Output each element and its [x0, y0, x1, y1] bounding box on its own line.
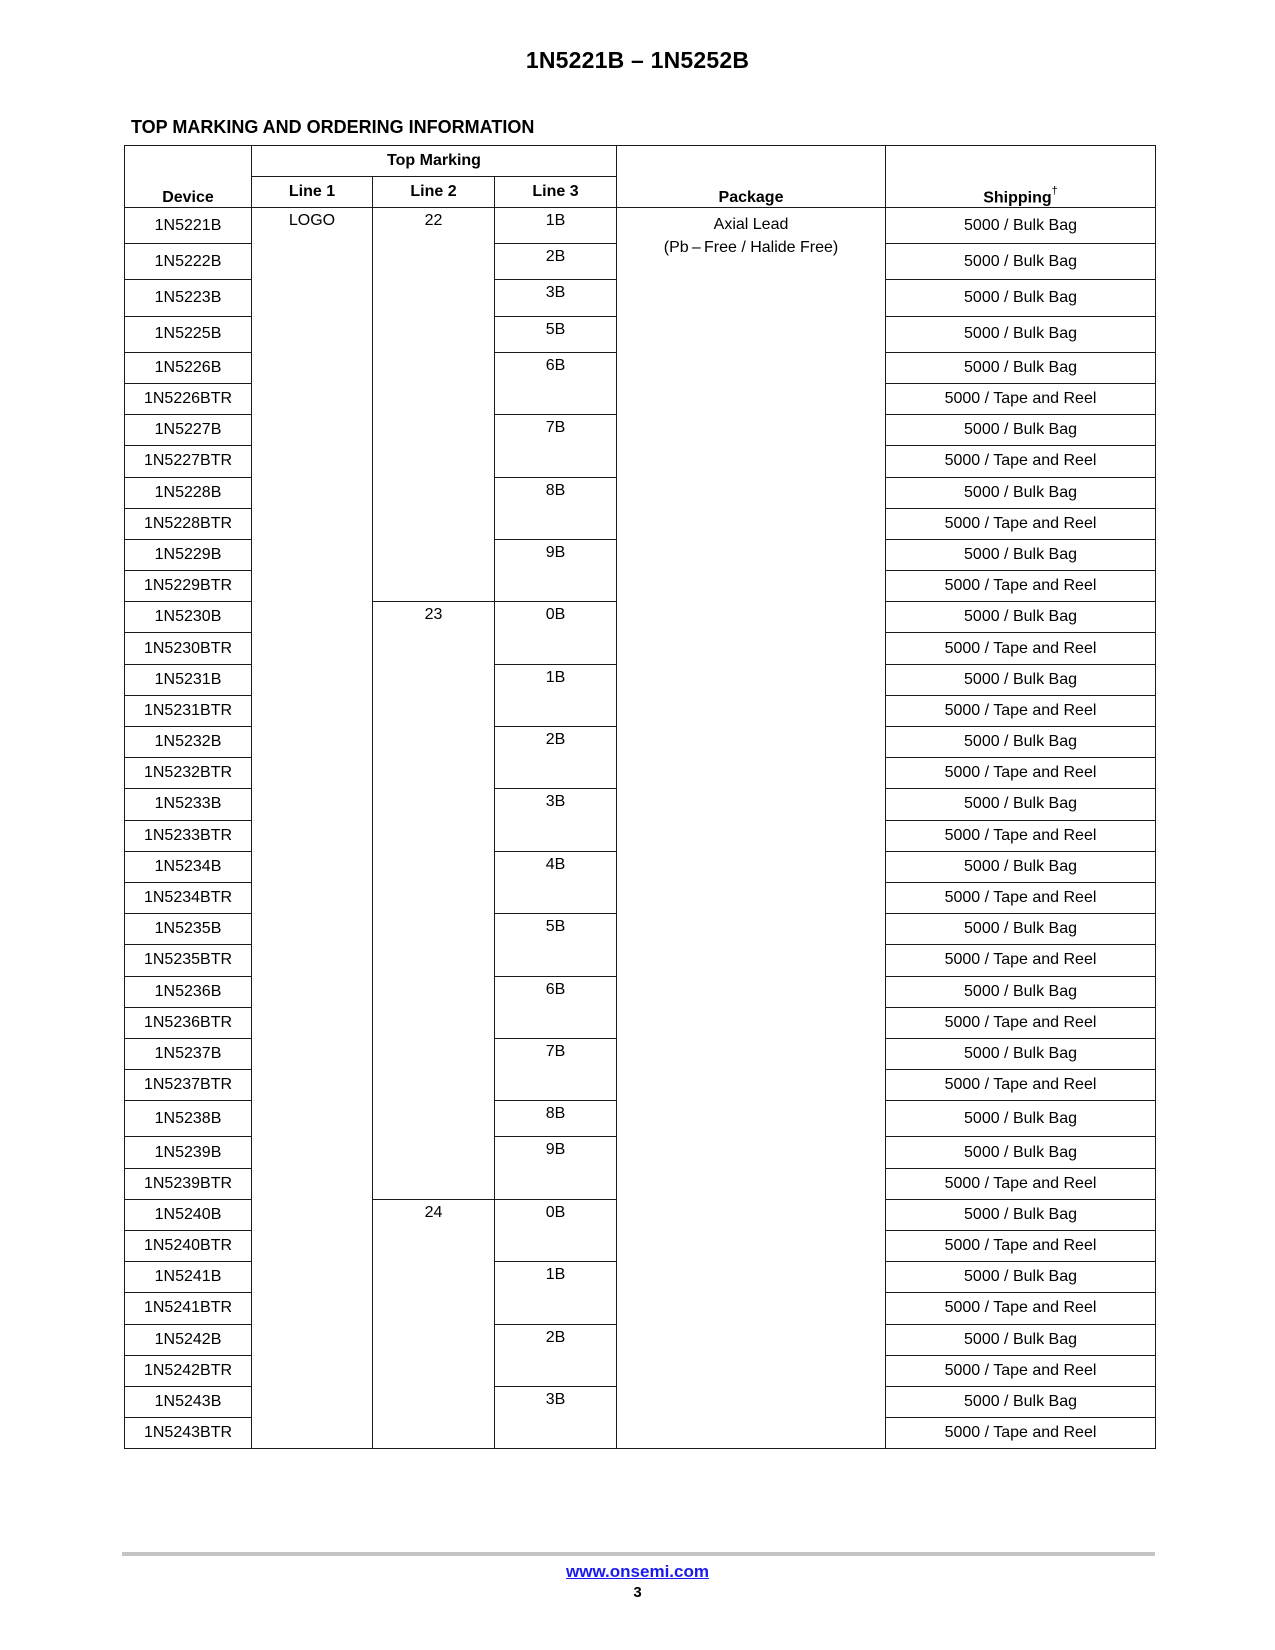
footer-website-link[interactable]: www.onsemi.com [566, 1562, 709, 1581]
shipping-cell: 5000 / Tape and Reel [886, 383, 1156, 414]
device-cell: 1N5240BTR [125, 1231, 252, 1262]
header-package: Package [617, 146, 886, 208]
device-cell: 1N5234B [125, 851, 252, 882]
shipping-cell: 5000 / Bulk Bag [886, 789, 1156, 820]
shipping-cell: 5000 / Tape and Reel [886, 1007, 1156, 1038]
device-cell: 1N5227B [125, 415, 252, 446]
device-cell: 1N5238B [125, 1101, 252, 1137]
line3-cell: 6B [495, 976, 617, 1038]
shipping-cell: 5000 / Tape and Reel [886, 695, 1156, 726]
device-cell: 1N5228B [125, 477, 252, 508]
shipping-cell: 5000 / Bulk Bag [886, 664, 1156, 695]
shipping-cell: 5000 / Tape and Reel [886, 1355, 1156, 1386]
table-row [125, 208, 1156, 244]
line3-cell: 2B [495, 727, 617, 789]
package-cell [617, 208, 886, 1449]
device-cell: 1N5233BTR [125, 820, 252, 851]
shipping-cell: 5000 / Bulk Bag [886, 316, 1156, 352]
shipping-cell: 5000 / Bulk Bag [886, 1101, 1156, 1137]
line3-cell: 3B [495, 1386, 617, 1448]
device-cell: 1N5222B [125, 244, 252, 280]
device-cell: 1N5239BTR [125, 1168, 252, 1199]
line3-cell: 4B [495, 851, 617, 913]
shipping-cell: 5000 / Tape and Reel [886, 945, 1156, 976]
device-cell: 1N5221B [125, 208, 252, 244]
line3-cell: 3B [495, 789, 617, 851]
line1-cell: LOGO [252, 208, 373, 1449]
shipping-cell: 5000 / Bulk Bag [886, 914, 1156, 945]
shipping-cell: 5000 / Tape and Reel [886, 508, 1156, 539]
package-line-1: Axial Lead [713, 216, 789, 233]
shipping-cell: 5000 / Bulk Bag [886, 1324, 1156, 1355]
shipping-cell: 5000 / Bulk Bag [886, 477, 1156, 508]
device-cell: 1N5237BTR [125, 1070, 252, 1101]
package-line-2: (Pb – Free / Halide Free) [663, 239, 839, 256]
ordering-table [124, 145, 1156, 1449]
header-line2: Line 2 [373, 177, 495, 208]
shipping-cell: 5000 / Bulk Bag [886, 727, 1156, 758]
line2-cell: 23 [373, 602, 495, 1200]
dagger-footnote-mark: † [1051, 184, 1058, 197]
device-cell: 1N5242B [125, 1324, 252, 1355]
header-shipping [886, 146, 1156, 208]
shipping-cell: 5000 / Tape and Reel [886, 633, 1156, 664]
device-cell: 1N5234BTR [125, 882, 252, 913]
shipping-cell: 5000 / Bulk Bag [886, 244, 1156, 280]
line3-cell: 0B [495, 1199, 617, 1261]
shipping-cell: 5000 / Bulk Bag [886, 1386, 1156, 1417]
device-cell: 1N5231BTR [125, 695, 252, 726]
device-cell: 1N5230B [125, 602, 252, 633]
shipping-cell: 5000 / Bulk Bag [886, 1137, 1156, 1168]
line3-cell: 3B [495, 280, 617, 316]
section-title: TOP MARKING AND ORDERING INFORMATION [131, 117, 535, 137]
shipping-cell: 5000 / Bulk Bag [886, 208, 1156, 244]
shipping-cell: 5000 / Tape and Reel [886, 1168, 1156, 1199]
shipping-cell: 5000 / Bulk Bag [886, 415, 1156, 446]
device-cell: 1N5225B [125, 316, 252, 352]
shipping-cell: 5000 / Bulk Bag [886, 976, 1156, 1007]
line3-cell: 2B [495, 1324, 617, 1386]
device-cell: 1N5237B [125, 1038, 252, 1069]
shipping-cell: 5000 / Tape and Reel [886, 758, 1156, 789]
line3-cell: 7B [495, 1038, 617, 1100]
device-cell: 1N5232B [125, 727, 252, 758]
line3-cell: 0B [495, 602, 617, 664]
shipping-cell: 5000 / Bulk Bag [886, 851, 1156, 882]
device-cell: 1N5229BTR [125, 571, 252, 602]
shipping-cell: 5000 / Tape and Reel [886, 820, 1156, 851]
page-number: 3 [633, 1584, 642, 1601]
header-shipping-label: Shipping [983, 189, 1052, 206]
shipping-cell: 5000 / Tape and Reel [886, 571, 1156, 602]
device-cell: 1N5239B [125, 1137, 252, 1168]
shipping-cell: 5000 / Bulk Bag [886, 1038, 1156, 1069]
line3-cell: 6B [495, 352, 617, 414]
device-cell: 1N5230BTR [125, 633, 252, 664]
line2-cell: 22 [373, 208, 495, 602]
shipping-cell: 5000 / Bulk Bag [886, 352, 1156, 383]
line2-cell: 24 [373, 1199, 495, 1449]
device-cell: 1N5228BTR [125, 508, 252, 539]
device-cell: 1N5236BTR [125, 1007, 252, 1038]
device-cell: 1N5226B [125, 352, 252, 383]
line3-cell: 5B [495, 914, 617, 976]
line3-cell: 9B [495, 539, 617, 601]
line3-cell: 9B [495, 1137, 617, 1199]
header-line3: Line 3 [495, 177, 617, 208]
header-top-marking: Top Marking [252, 146, 617, 177]
device-cell: 1N5236B [125, 976, 252, 1007]
page-title: 1N5221B – 1N5252B [525, 47, 750, 73]
line3-cell: 1B [495, 664, 617, 726]
device-cell: 1N5227BTR [125, 446, 252, 477]
device-cell: 1N5235B [125, 914, 252, 945]
footer-divider [122, 1552, 1155, 1556]
line3-cell: 8B [495, 477, 617, 539]
line3-cell: 2B [495, 244, 617, 280]
device-cell: 1N5241BTR [125, 1293, 252, 1324]
line3-cell: 8B [495, 1101, 617, 1137]
line3-cell: 5B [495, 316, 617, 352]
shipping-cell: 5000 / Bulk Bag [886, 602, 1156, 633]
device-cell: 1N5241B [125, 1262, 252, 1293]
line3-cell: 1B [495, 208, 617, 244]
line3-cell: 1B [495, 1262, 617, 1324]
shipping-cell: 5000 / Bulk Bag [886, 1199, 1156, 1230]
header-device: Device [125, 146, 252, 208]
device-cell: 1N5223B [125, 280, 252, 316]
shipping-cell: 5000 / Tape and Reel [886, 1231, 1156, 1262]
device-cell: 1N5243B [125, 1386, 252, 1417]
shipping-cell: 5000 / Bulk Bag [886, 280, 1156, 316]
device-cell: 1N5242BTR [125, 1355, 252, 1386]
header-line1: Line 1 [252, 177, 373, 208]
shipping-cell: 5000 / Tape and Reel [886, 1070, 1156, 1101]
device-cell: 1N5229B [125, 539, 252, 570]
device-cell: 1N5240B [125, 1199, 252, 1230]
device-cell: 1N5226BTR [125, 383, 252, 414]
device-cell: 1N5243BTR [125, 1418, 252, 1449]
device-cell: 1N5232BTR [125, 758, 252, 789]
line3-cell: 7B [495, 415, 617, 477]
device-cell: 1N5235BTR [125, 945, 252, 976]
shipping-cell: 5000 / Tape and Reel [886, 1418, 1156, 1449]
shipping-cell: 5000 / Tape and Reel [886, 882, 1156, 913]
shipping-cell: 5000 / Bulk Bag [886, 1262, 1156, 1293]
shipping-cell: 5000 / Tape and Reel [886, 446, 1156, 477]
device-cell: 1N5231B [125, 664, 252, 695]
shipping-cell: 5000 / Bulk Bag [886, 539, 1156, 570]
shipping-cell: 5000 / Tape and Reel [886, 1293, 1156, 1324]
device-cell: 1N5233B [125, 789, 252, 820]
